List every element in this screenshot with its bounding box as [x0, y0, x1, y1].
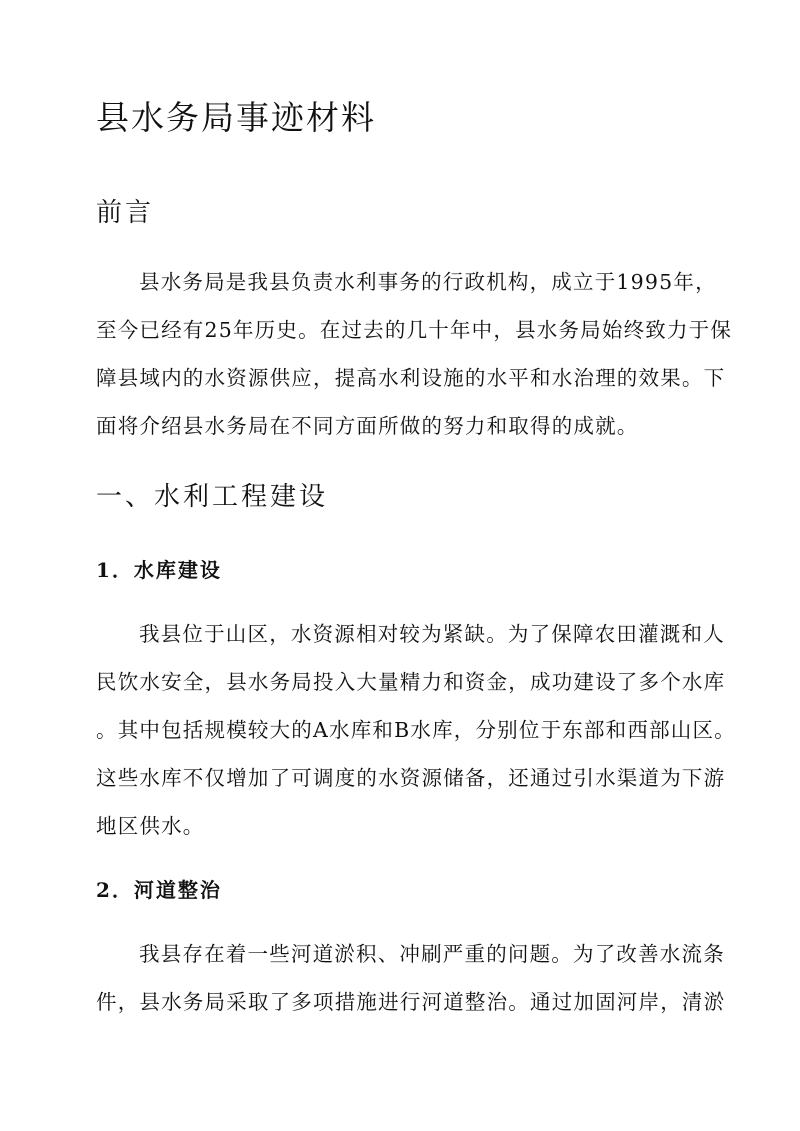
preface-paragraph [96, 258, 733, 450]
paragraph-line: 县水务局是我县负责水利事务的行政机构，成立于1995年， [139, 270, 717, 294]
paragraph-line: 这些水库不仅增加了可调度的水资源储备，还通过引水渠道为下游 [96, 766, 726, 790]
paragraph-line: 我县存在着一些河道淤积、冲刷严重的问题。为了改善水流条 [139, 942, 725, 966]
subsection-heading-reservoir: 1．水库建设 [96, 558, 222, 582]
paragraph-line: 件，县水务局采取了多项措施进行河道整治。通过加固河岸，清淤 [96, 990, 726, 1014]
document-title: 县水务局事迹材料 [96, 98, 376, 137]
paragraph-line: 民饮水安全，县水务局投入大量精力和资金，成功建设了多个水库 [96, 670, 726, 694]
paragraph-line: 面将介绍县水务局在不同方面所做的努力和取得的成就。 [96, 414, 639, 438]
reservoir-paragraph [96, 610, 736, 850]
paragraph-line: 地区供水。 [96, 814, 205, 838]
section-heading-water-projects: 一、水利工程建设 [96, 482, 329, 512]
paragraph-line: 。其中包括规模较大的A水库和B水库，分别位于东部和西部山区。 [96, 718, 736, 742]
paragraph-line: 我县位于山区，水资源相对较为紧缺。为了保障农田灌溉和人 [139, 622, 725, 646]
preface-heading: 前言 [96, 198, 155, 228]
subsection-heading-river: 2．河道整治 [96, 878, 222, 902]
paragraph-line: 至今已经有25年历史。在过去的几十年中，县水务局始终致力于保 [96, 318, 733, 342]
river-paragraph [96, 930, 726, 1026]
paragraph-line: 障县域内的水资源供应，提高水利设施的水平和水治理的效果。下 [96, 366, 726, 390]
